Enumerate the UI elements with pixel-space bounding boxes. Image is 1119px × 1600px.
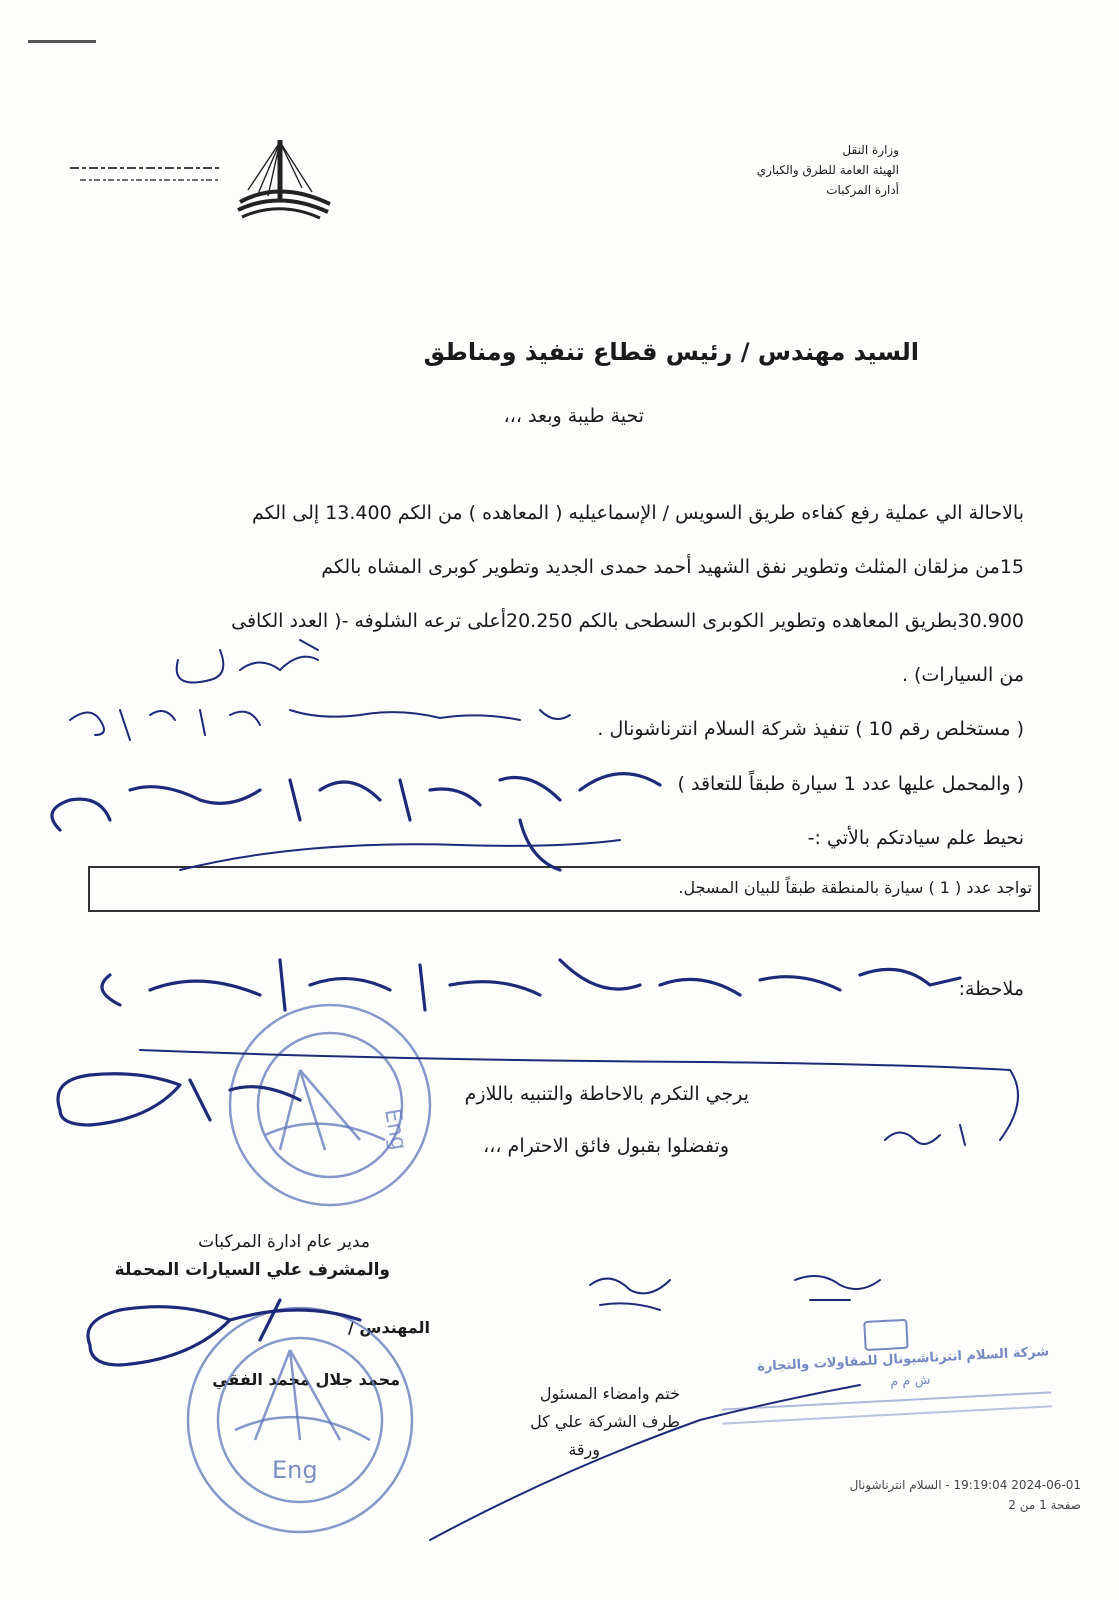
- stamp-1-eng-label: Eng: [379, 1106, 411, 1153]
- greeting: تحية طيبة وبعد ،،،: [503, 405, 644, 427]
- body-line-1: بالاحالة الي عملية رفع كفاءه طريق السويس / الإسماعيليه ( المعاهده ) من الكم 13.400 إلى الكم: [251, 502, 1024, 524]
- regards-line: وتفضلوا بقبول فائق الاحترام ،،،: [483, 1135, 729, 1157]
- signatory-title-2: والمشرف علي السيارات المحملة: [114, 1260, 390, 1280]
- header-authority: الهيئة العامة للطرق والكباري: [756, 163, 899, 177]
- engineer-label: المهندس /: [347, 1318, 430, 1337]
- boxed-text: تواجد عدد ( 1 ) سيارة بالمنطقة طبقاً للبيان المسجل.: [678, 878, 1032, 897]
- center-line-3: ورقة: [568, 1440, 600, 1459]
- please-line: يرجي التكرم بالاحاطة والتنبيه باللازم: [464, 1083, 749, 1105]
- inform-line: نحيط علم سيادتكم بالأتي :-: [807, 827, 1024, 849]
- center-line-2: طرف الشركة علي كل: [530, 1412, 680, 1431]
- body-line-3: 30.900بطريق المعاهده وتطوير الكوبرى السطحى بالكم 20.250أعلى ترعه الشلوفه -( العدد الكافى: [231, 610, 1024, 632]
- stamp-2-eng-label: Eng: [272, 1456, 318, 1484]
- official-stamp-1: [230, 1005, 430, 1205]
- body-line-2: 15من مزلقان المثلث وتطوير نفق الشهيد أحمد حمدى الجديد وتطوير كوبرى المشاه بالكم: [321, 556, 1024, 578]
- addressee: السيد مهندس / رئيس قطاع تنفيذ ومناطق: [423, 338, 919, 366]
- center-line-1: ختم وامضاء المسئول: [539, 1384, 680, 1403]
- company-stamp-name: شركة السلام انترناشيونال للمقاولات والتجارة: [756, 1344, 1050, 1375]
- engineer-name: محمد جلال محمد الفقي: [212, 1370, 400, 1389]
- official-stamp-2: [188, 1308, 412, 1532]
- extract-line: ( مستخلص رقم 10 ) تنفيذ شركة السلام انترناشونال .: [597, 718, 1024, 740]
- header-ministry: وزارة النقل: [842, 143, 899, 157]
- footer-timestamp: 2024-06-01 19:19:04 - السلام انترناشونال: [849, 1478, 1081, 1492]
- note-label: ملاحظة:: [958, 978, 1024, 1000]
- company-stamp-type: ش م م: [889, 1372, 931, 1390]
- body-line-4: من السيارات) .: [901, 664, 1024, 686]
- signatory-title-1: مدير عام ادارة المركبات: [198, 1232, 370, 1252]
- header-department: أدارة المركبات: [826, 183, 899, 197]
- loaded-line: ( والمحمل عليها عدد 1 سيارة طبقاً للتعاقد ): [677, 773, 1024, 795]
- footer-page: صفحة 1 من 2: [1008, 1498, 1081, 1512]
